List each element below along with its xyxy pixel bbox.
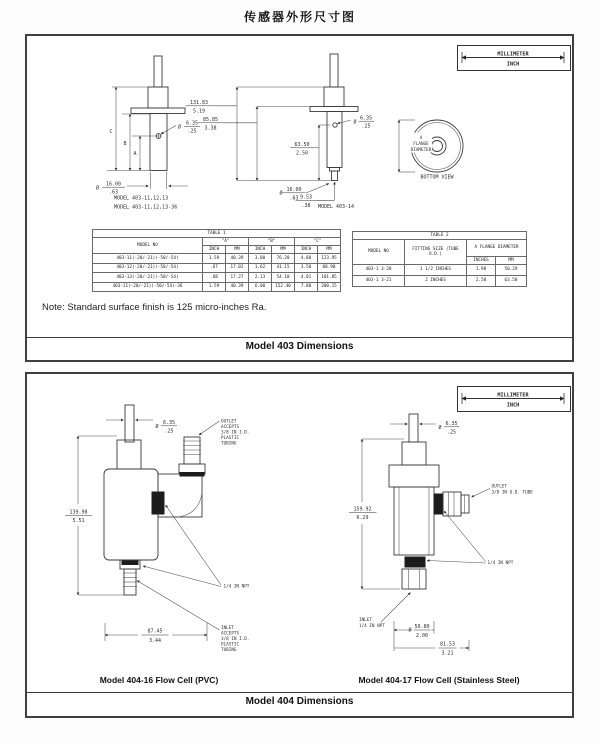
table2-title-row — [353, 232, 527, 240]
table-row — [353, 276, 527, 287]
outlet-label: ACCEPTS — [221, 425, 240, 430]
cell-a-inch: 1.59 — [203, 254, 226, 264]
height1-mm: 131.83 — [189, 100, 209, 106]
cell-c-mm: 101.85 — [318, 273, 341, 283]
npt-seal — [152, 492, 164, 514]
table2-sub-mm: MM — [496, 257, 527, 265]
sensor-403-11-drawing — [96, 56, 200, 211]
cell-model: 403-11(-20/-21)(-50/-54)-36 — [93, 282, 203, 292]
bottom-view-caption: BOTTOM VIEW — [420, 174, 454, 181]
table-row — [93, 254, 341, 264]
flange-label-a: A — [419, 136, 423, 141]
panel-404-caption: Model 404 Dimensions — [245, 696, 354, 707]
model-label-1: MODEL 403-11,12,13 — [114, 195, 169, 202]
cell-a-inch: 1.59 — [203, 282, 226, 292]
dim-b-label: B — [123, 141, 127, 147]
hole-dim-mm: 6.35 — [185, 120, 199, 127]
unit-legend — [457, 386, 571, 412]
flow-cell-pvc-caption: Model 404-16 Flow Cell (PVC) — [99, 675, 219, 685]
height-dim-mm: 139.98 — [69, 509, 88, 516]
cell-a-mm: 40.39 — [226, 254, 249, 264]
height-dim-mm: 159.92 — [353, 506, 372, 513]
cell-flange-in: 1.98 — [467, 265, 496, 276]
cell-flange-in: 2.50 — [467, 276, 496, 287]
legend-millimeter: MILLIMETER — [497, 392, 529, 399]
hole-dim-mm: 6.35 — [359, 115, 373, 122]
cell-fitting: 2 INCHES — [405, 276, 467, 287]
outlet-label: OUTLET — [491, 484, 508, 490]
inlet-label: PLASTIC — [221, 642, 240, 648]
cell-a-mm: 17.27 — [226, 273, 249, 283]
stem-dia-mm: 6.35 — [162, 420, 176, 426]
inlet-label: 1/4 IN NPT — [359, 624, 385, 629]
legend-inch: INCH — [506, 61, 520, 68]
cell-b-inch: 3.00 — [249, 254, 272, 264]
bottom-view-drawing — [399, 120, 463, 181]
diameter-symbol: Ø — [155, 424, 159, 430]
outlet-elbow — [158, 474, 202, 517]
hole-dim-in: .25 — [187, 128, 197, 135]
cell-model: 403-12(-20/-21)(-50/-54) — [93, 263, 203, 273]
inlet-label: TUBING — [221, 648, 237, 653]
tube-dia-in: .63 — [289, 195, 299, 202]
npt-seal — [434, 494, 443, 514]
tube-dia-mm: 16.00 — [286, 187, 302, 193]
cell-b-inch: 6.00 — [249, 282, 272, 292]
body-dia-mm: 50.80 — [414, 624, 430, 630]
model-403-panel — [25, 34, 574, 362]
cell-b-mm: 76.20 — [272, 254, 295, 264]
cell-c-mm: 88.90 — [318, 263, 341, 273]
mounting-hole — [333, 123, 337, 127]
table1-group-c: "C" — [295, 238, 341, 246]
outlet-label: OUTLET — [221, 419, 237, 425]
model-label: MODEL 403-14 — [317, 204, 355, 210]
cell-b-mm: 41.15 — [272, 263, 295, 273]
npt-label: 1/4 IN NPT — [223, 584, 250, 590]
inlet-label: ACCEPTS — [221, 631, 240, 637]
outlet-label: 3/8 IN O.D. TUBE — [491, 490, 533, 496]
dim-a-label: A — [133, 151, 137, 157]
cell-a-inch: .68 — [203, 273, 226, 283]
bottom-seal — [405, 557, 425, 567]
table-row — [93, 263, 341, 273]
cell-b-mm: 152.40 — [272, 282, 295, 292]
tip-dim-in: .38 — [301, 203, 311, 209]
height-dim-in: 5.51 — [72, 518, 85, 524]
hole-dim-in: .25 — [361, 123, 371, 130]
tube-dia-in: .63 — [108, 189, 119, 196]
tube-dia-mm: 16.00 — [105, 181, 122, 188]
table2-sub-inches: INCHES — [467, 257, 496, 265]
cell-flange-mm: 50.29 — [496, 265, 527, 276]
cell-a-mm: 40.39 — [226, 282, 249, 292]
cell-b-mm: 54.10 — [272, 273, 295, 283]
diameter-symbol: Ø — [178, 124, 182, 131]
inlet-label: INLET — [359, 618, 372, 623]
model-404-panel — [25, 372, 574, 718]
legend-millimeter: MILLIMETER — [497, 51, 529, 58]
width-dim-mm: 87.45 — [147, 628, 163, 635]
height2-mm: 85.85 — [202, 117, 219, 123]
cell-b-inch: 1.62 — [249, 263, 272, 273]
cell-c-inch: 7.88 — [295, 282, 318, 292]
cell-body — [104, 469, 158, 560]
cell-c-mm: 200.15 — [318, 282, 341, 292]
diameter-symbol: Ø — [408, 627, 412, 634]
stem-dia-mm: 6.35 — [445, 421, 458, 427]
height3-mm: 63.50 — [294, 142, 310, 148]
cell-a-inch: .67 — [203, 263, 226, 273]
cell-c-inch: 3.50 — [295, 263, 318, 273]
panel-403-caption: Model 403 Dimensions — [245, 341, 354, 352]
unit-legend-graphic — [458, 387, 568, 409]
model-label-2: MODEL 403-11,12,13-36 — [114, 204, 178, 211]
height2-in: 3.38 — [204, 125, 217, 132]
inlet-label: INLET — [221, 626, 234, 631]
cell-model: 403-11(-20/-21)(-50/-54) — [93, 254, 203, 264]
outlet-label: TUBING — [221, 441, 237, 447]
table1-sub-inch: INCH — [203, 246, 226, 254]
flange-label-diameter: DIAMETER — [410, 148, 432, 153]
flow-cell-pvc-drawing — [65, 405, 250, 685]
table1-group-b: "B" — [249, 238, 295, 246]
width-dim-in: 3.44 — [148, 638, 162, 644]
cell-a-mm: 17.02 — [226, 263, 249, 273]
table-1 — [92, 229, 341, 292]
table-row — [93, 273, 341, 283]
cell-c-inch: 4.01 — [295, 273, 318, 283]
outlet-label: 3/8 IN I.D. — [221, 430, 250, 436]
unit-legend-graphic — [458, 46, 568, 68]
unit-legend — [457, 45, 571, 71]
diameter-symbol: Ø — [438, 425, 442, 431]
width-dim-mm: 81.53 — [439, 641, 456, 648]
tip-dim-mm: 9.53 — [299, 194, 313, 201]
table2-header-row — [353, 240, 527, 257]
diameter-symbol: Ø — [96, 185, 100, 192]
stem-dia-in: .25 — [164, 428, 174, 435]
stem-dia-in: .25 — [446, 429, 457, 436]
table2-flange-header: A FLANGE DIAMETER — [467, 240, 527, 257]
table1-model-header: MODEL NO — [93, 238, 203, 254]
table1-title-row — [93, 230, 341, 238]
sensor-403-14-drawing — [186, 54, 375, 210]
table2-model-header: MODEL NO — [353, 240, 405, 265]
cell-flange-mm: 63.50 — [496, 276, 527, 287]
table-row — [353, 265, 527, 276]
table-row — [93, 282, 341, 292]
npt-label: 1/4 IN NPT — [487, 561, 514, 566]
cell-c-inch: 4.88 — [295, 254, 318, 264]
cell-model: 403-1 3-20 — [353, 265, 405, 276]
body-dia-in: 2.00 — [415, 633, 429, 639]
flow-cell-stainless-caption: Model 404-17 Flow Cell (Stainless Steel) — [358, 675, 520, 685]
table1-sub-mm: MM — [318, 246, 341, 254]
height3-in: 2.50 — [295, 150, 309, 157]
caption-divider — [27, 337, 572, 338]
diameter-symbol: Ø — [353, 119, 357, 126]
outlet-label: PLASTIC — [221, 436, 240, 441]
table1-group-a: "A" — [203, 238, 249, 246]
table1-sub-inch: INCH — [249, 246, 272, 254]
table2-title: TABLE 2 — [353, 232, 527, 240]
table1-sub-mm: MM — [226, 246, 249, 254]
table1-sub-mm: MM — [272, 246, 295, 254]
cell-b-inch: 2.13 — [249, 273, 272, 283]
height-dim-in: 6.29 — [356, 515, 369, 521]
legend-inch: INCH — [506, 402, 520, 409]
table1-title: TABLE 1 — [93, 230, 341, 238]
cell-model: 403-13(-20/-21)(-50/-54) — [93, 273, 203, 283]
cell-c-mm: 123.95 — [318, 254, 341, 264]
flow-cell-stainless-drawing — [349, 414, 533, 685]
height1-in: 5.19 — [192, 108, 206, 115]
table1-header-row — [93, 238, 341, 246]
table2-fitting-header: FITTING SIZE (TUBE O.D.) — [405, 240, 467, 265]
inlet-label: 3/8 IN I.D. — [221, 637, 250, 642]
cell-body — [394, 487, 434, 555]
table-2 — [352, 231, 527, 287]
surface-finish-note: Note: Standard surface finish is 125 micro-inches Ra. — [42, 302, 267, 313]
diameter-symbol: Ø — [279, 190, 283, 197]
model-404-drawings — [27, 374, 572, 716]
flange-label-flange: FLANGE — [413, 142, 429, 147]
width-dim-in: 3.21 — [441, 650, 454, 657]
caption-divider — [27, 692, 572, 693]
cell-fitting: 1 1/2 INCHES — [405, 265, 467, 276]
table1-sub-inch: INCH — [295, 246, 318, 254]
dim-c-label: C — [109, 129, 113, 135]
cell-model: 403-1 3-21 — [353, 276, 405, 287]
page-title: 传感器外形尺寸图 — [243, 10, 356, 24]
